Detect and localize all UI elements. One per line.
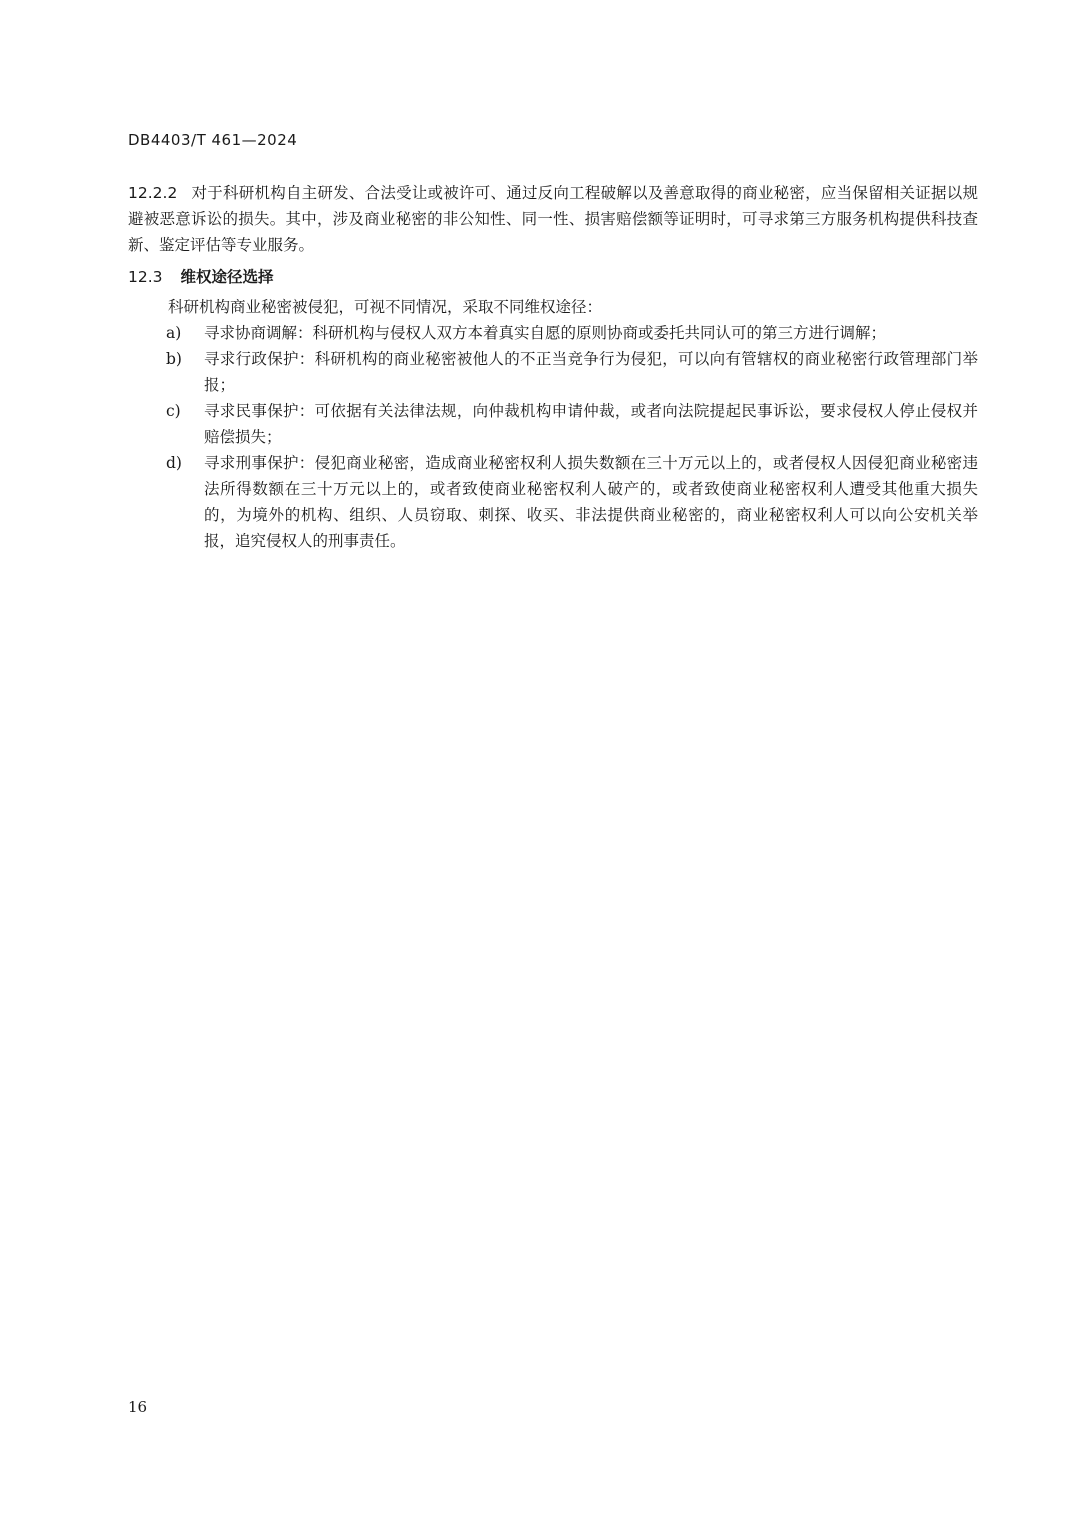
- document-body: [128, 180, 978, 554]
- clause-text: 对于科研机构自主研发、合法受让或被许可、通过反向工程破解以及善意取得的商业秘密，应当保留相关证据以规避被恶意诉讼的损失。其中，涉及商业秘密的非公知性、同一性、损害赔偿额等证明时，可寻求第三方服务机构提供科技查新、鉴定评估等专业服务。: [128, 184, 978, 254]
- list-item-b: [166, 346, 978, 398]
- section-number: 12.3: [128, 268, 163, 286]
- list-item-text: 寻求民事保护：可依据有关法律法规，向仲裁机构申请仲裁，或者向法院提起民事诉讼，要求侵权人停止侵权并赔偿损失；: [204, 402, 978, 446]
- clause-12-2-2: [128, 180, 978, 258]
- remedy-list: [128, 320, 978, 554]
- list-item-text: 寻求协商调解：科研机构与侵权人双方本着真实自愿的原则协商或委托共同认可的第三方进行调解；: [204, 324, 887, 342]
- section-title: 维权途径选择: [180, 268, 274, 286]
- section-intro: 科研机构商业秘密被侵犯，可视不同情况，采取不同维权途径：: [168, 298, 603, 316]
- list-marker: c): [166, 402, 181, 420]
- list-marker: d): [166, 454, 182, 472]
- list-marker: b): [166, 350, 182, 368]
- section-heading-12-3: [128, 264, 978, 290]
- page-number: 16: [128, 1398, 148, 1416]
- list-item-d: [166, 450, 978, 554]
- list-item-text: 寻求刑事保护：侵犯商业秘密，造成商业秘密权利人损失数额在三十万元以上的，或者侵权人因侵犯商业秘密违法所得数额在三十万元以上的，或者致使商业秘密权利人破产的，或者致使商业秘密权利人遭受其他重大损失的，为境外的机构、组织、人员窃取、刺探、收买、非法提供商业秘密的，商业秘密权利人可以向公安机关举报，追究侵权人的刑事责任。: [204, 454, 978, 550]
- list-item-c: [166, 398, 978, 450]
- list-item-text: 寻求行政保护：科研机构的商业秘密被他人的不正当竞争行为侵犯，可以向有管辖权的商业秘密行政管理部门举报；: [204, 350, 978, 394]
- document-code: DB4403/T 461—2024: [128, 131, 298, 149]
- list-item-a: [166, 320, 978, 346]
- list-marker: a): [166, 324, 182, 342]
- clause-number: 12.2.2: [128, 184, 178, 202]
